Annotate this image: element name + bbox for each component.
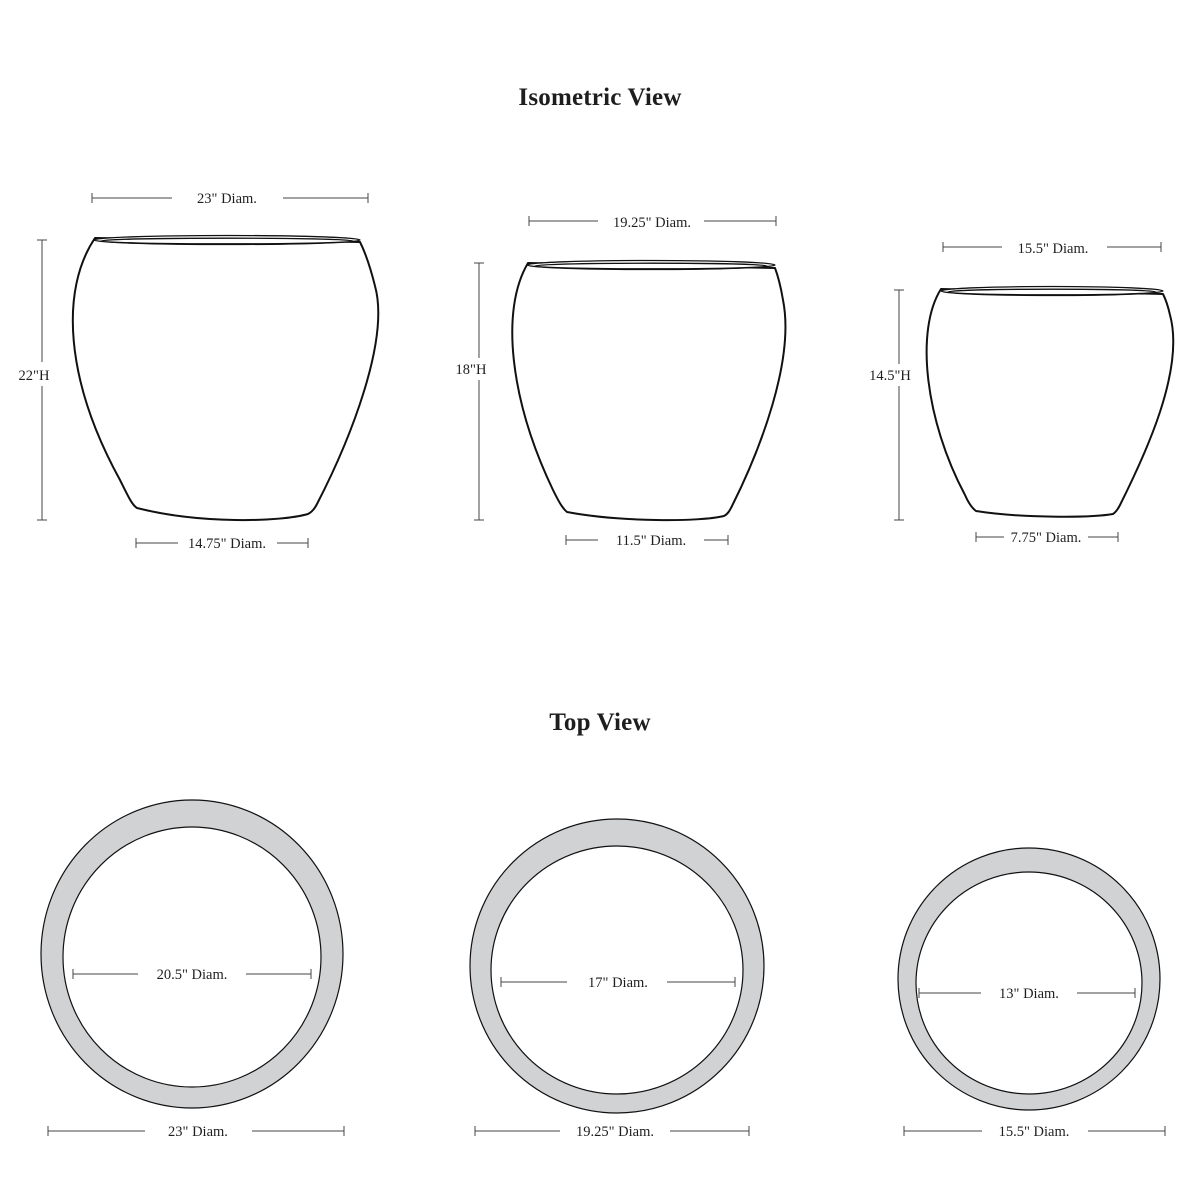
top-pot-large [41,800,344,1140]
top-pot-small [898,848,1165,1140]
pot-body-large [73,238,378,520]
iso-height-small: 14.5"H [869,368,911,384]
top-outer-diam-small: 15.5" Diam. [998,1124,1070,1140]
iso-top-diam-medium: 19.25" Diam. [612,215,692,231]
top-inner-diam-large: 20.5" Diam. [156,967,228,983]
isometric-view-title: Isometric View [518,84,682,111]
pot-rim-inner-large [101,238,353,244]
iso-pot-small [869,241,1173,546]
iso-height-medium: 18"H [455,362,487,378]
top-outer-diam-medium: 19.25" Diam. [575,1124,655,1140]
pot-body-small [927,289,1174,517]
top-inner-diam-small: 13" Diam. [999,986,1059,1002]
iso-bottom-diam-small: 7.75" Diam. [1010,530,1082,546]
ring-inner-large [63,827,321,1087]
iso-height-large: 22"H [18,368,50,384]
top-outer-diam-large: 23" Diam. [168,1124,228,1140]
pot-body-medium [512,263,785,520]
iso-pot-large [19,191,379,552]
iso-bottom-diam-large: 14.75" Diam. [187,536,267,552]
iso-bottom-diam-medium: 11.5" Diam. [615,533,687,549]
ring-inner-small [916,872,1142,1094]
ring-inner-medium [491,846,743,1094]
pot-rim-inner-medium [535,263,767,269]
top-view-title: Top View [549,709,651,736]
top-inner-diam-medium: 17" Diam. [588,975,648,991]
iso-top-diam-large: 23" Diam. [197,191,257,207]
pot-rim-inner-small [948,289,1156,295]
top-pot-medium [470,819,764,1140]
iso-top-diam-small: 15.5" Diam. [1017,241,1089,257]
iso-pot-medium [456,215,786,549]
